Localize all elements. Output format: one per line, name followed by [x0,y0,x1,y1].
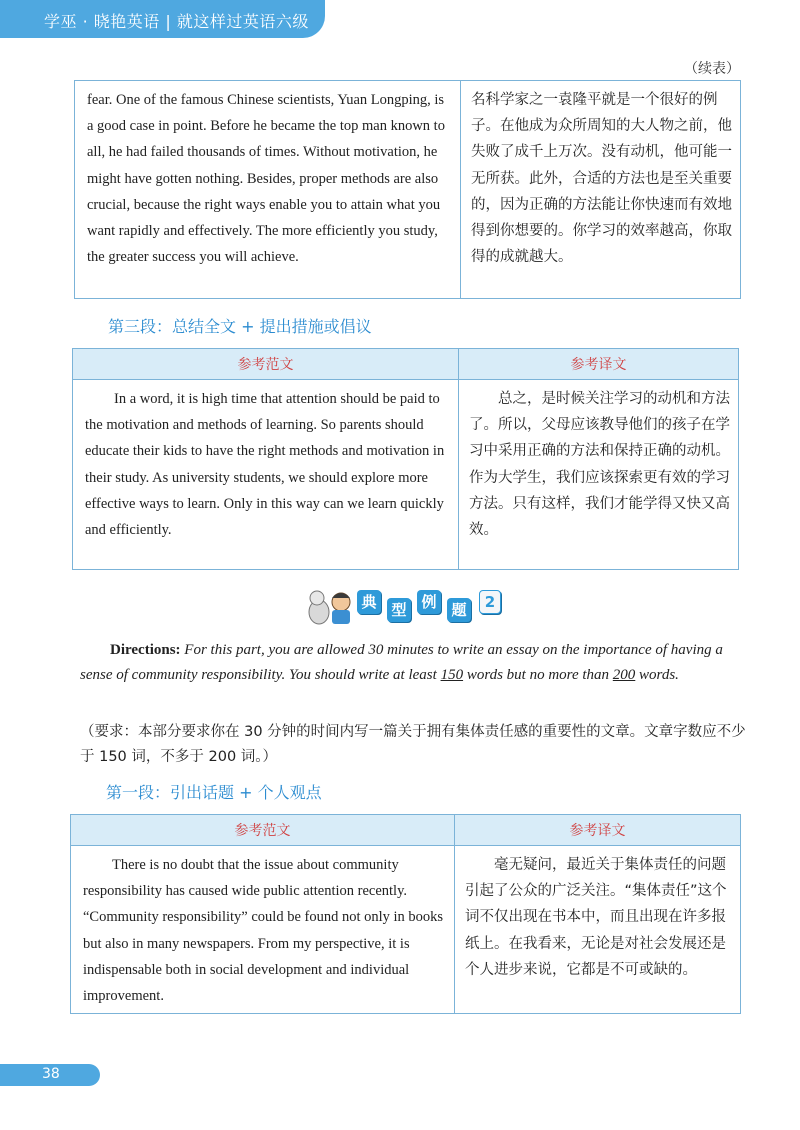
section1-chinese-text: 毫无疑问，最近关于集体责任的问题引起了公众的广泛关注。“集体责任”这个词不仅出现在书本中，而且出现在许多报纸上。在我看来，无论是对社会发展还是个人进步来说，它都是不可或缺的。 [455,846,741,1014]
continued-english-text: fear. One of the famous Chinese scientists, Yuan Longping, is a good case in point. Before he became the top man known to all, he had failed thousands of times. Without motivation, he might have gotten nothing. Besides, proper methods are also crucial, because the right ways enable you to attain what you want rapidly and effectively. The more efficiently you study, the greater success you will achieve. [75,81,461,299]
banner-char-4: 题 [447,598,471,622]
mascot-icon [305,584,355,626]
continued-label: （续表） [684,61,740,77]
directions-min-words: 150 [440,667,464,683]
banner-char-1: 典 [357,590,381,614]
directions-label: Directions: [110,642,181,658]
directions-text-a: For this part, you are allowed 30 minutes to write an essay on the importance of having a sense of community responsibility. You should write at least [80,642,723,683]
directions-max-words: 200 [612,667,636,683]
directions [80,638,740,688]
section3-table [72,348,739,570]
section1-col-zh: 参考译文 [455,815,741,846]
banner-char-2: 型 [387,598,411,622]
directions-text-b: words but no more than [466,667,610,683]
continued-chinese-text: 名科学家之一袁隆平就是一个很好的例子。在他成为众所周知的大人物之前，他失败了成千上万次。没有动机，他可能一无所获。此外，合适的方法也是至关重要的，因为正确的方法能让你快速而有效地得到你想要的。你学习的效率越高，你取得的成就越大。 [461,81,741,299]
requirement-text: （要求：本部分要求你在 30 分钟的时间内写一篇关于拥有集体责任感的重要性的文章。文章字数应不少于 150 词，不多于 200 词。） [80,724,746,765]
example-banner [305,584,505,626]
continued-table [74,80,741,299]
directions-text-c: words. [639,667,679,683]
section1-table [70,814,741,1014]
header-title: 学巫 · 晓艳英语 | 就这样过英语六级 [44,12,309,31]
section3-heading: 第三段：总结全文 + 提出措施或倡议 [108,317,372,336]
section3-english-text: In a word, it is high time that attention should be paid to the motivation and methods of learning. So parents should educate their kids to have the right methods and motivation in their study. As university students, we should explore more effective ways to learn. Only in this way can we learn quickly and efficiently. [73,380,459,570]
page-number: 38 [42,1066,60,1082]
section1-english-text: There is no doubt that the issue about community responsibility has caused wide public attention recently. “Community responsibility” could be found not only in books but also in many newspapers. From my perspective, it is indispensable both in social development and individual improvement. [71,846,455,1014]
header-band [0,0,325,38]
section3-chinese-text: 总之，是时候关注学习的动机和方法了。所以，父母应该教导他们的孩子在学习中采用正确的方法和保持正确的动机。作为大学生，我们应该探索更有效的学习方法。只有这样，我们才能学得又快又高效。 [459,380,739,570]
page-number-tab [0,1064,100,1086]
banner-char-3: 例 [417,590,441,614]
banner-number: 2 [479,590,501,614]
section1-col-en: 参考范文 [71,815,455,846]
section3-col-en: 参考范文 [73,349,459,380]
section1-heading: 第一段：引出话题 + 个人观点 [106,783,322,802]
section3-col-zh: 参考译文 [459,349,739,380]
